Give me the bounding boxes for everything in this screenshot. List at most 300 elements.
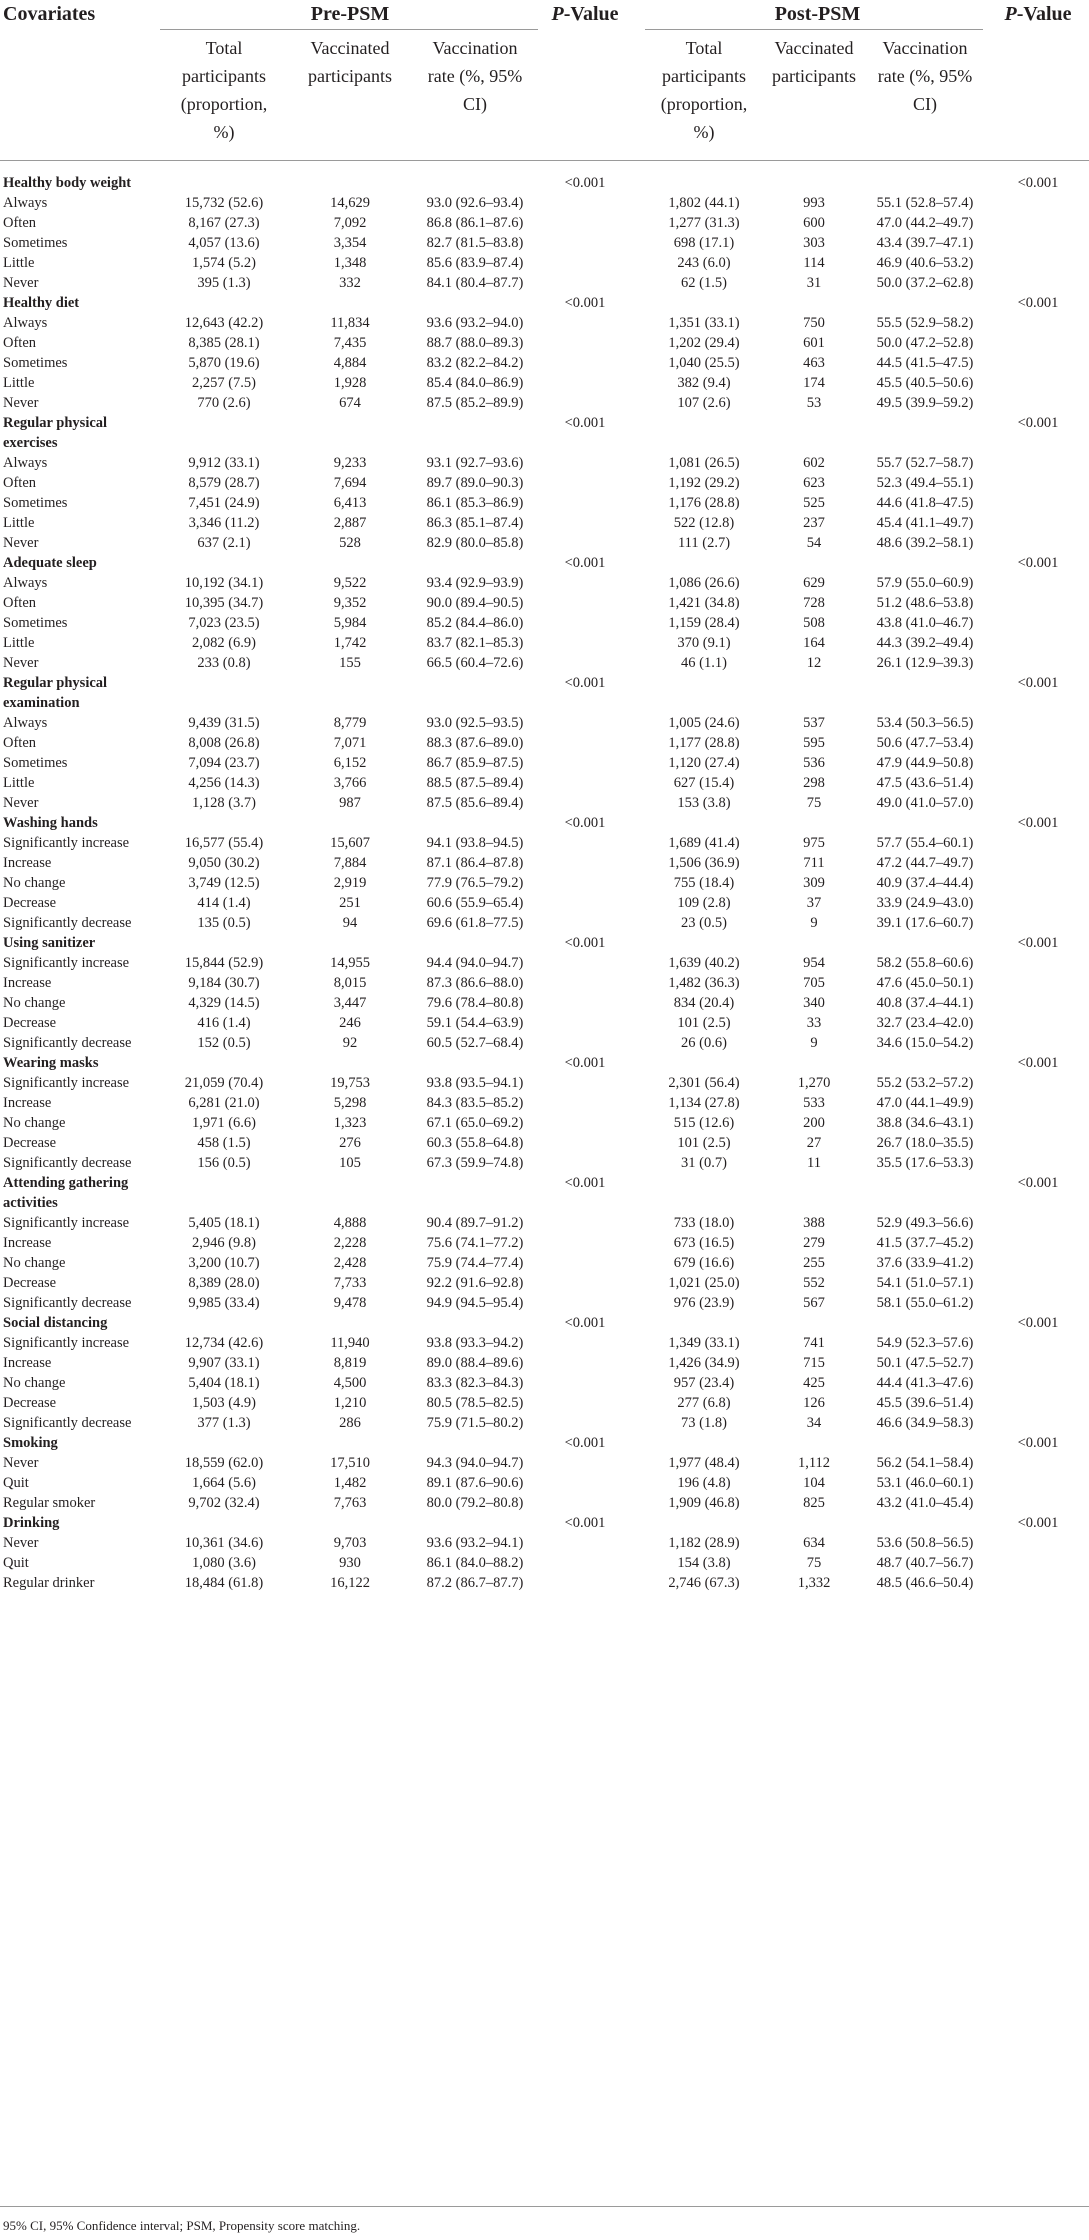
post-vaccinated-cell: 629 [803, 575, 825, 591]
post-rate-cell: 47.5 (43.6–51.4) [876, 775, 974, 791]
pre-vaccinated-cell: 4,884 [333, 355, 367, 371]
pre-vaccinated-cell: 6,152 [333, 755, 367, 771]
row-label: Increase [3, 855, 52, 871]
post-total-cell: 1,040 (25.5) [668, 355, 740, 371]
post-rate-cell: 35.5 (17.6–53.3) [876, 1155, 974, 1171]
post-rate-cell: 45.4 (41.1–49.7) [876, 515, 974, 531]
pre-total-cell: 152 (0.5) [197, 1035, 251, 1051]
pre-total-cell: 3,346 (11.2) [188, 515, 260, 531]
pre-total-cell: 2,257 (7.5) [191, 375, 257, 391]
post-vaccinated-cell: 174 [803, 375, 825, 391]
post-vaccinated-cell: 126 [803, 1395, 825, 1411]
pre-group-rule [160, 29, 538, 30]
post-total-cell: 1,421 (34.8) [668, 595, 740, 611]
post-total-cell: 1,177 (28.8) [668, 735, 740, 751]
post-rate-cell: 51.2 (48.6–53.8) [876, 595, 974, 611]
post-total-cell: 154 (3.8) [677, 1555, 731, 1571]
section-title: Social distancing [3, 1315, 108, 1331]
header-bottom-rule [0, 160, 1089, 161]
post-total-cell: 153 (3.8) [677, 795, 731, 811]
post-total-cell: 277 (6.8) [677, 1395, 731, 1411]
section-title: Drinking [3, 1515, 60, 1531]
post-total-cell: 31 (0.7) [681, 1155, 727, 1171]
post-total-cell: 1,689 (41.4) [668, 835, 740, 851]
pre-p-value: <0.001 [564, 1515, 606, 1531]
row-label: Never [3, 1455, 39, 1471]
post-vaccinated-cell: 309 [803, 875, 825, 891]
pre-rate-cell: 86.8 (86.1–87.6) [426, 215, 524, 231]
post-total-cell: 673 (16.5) [673, 1235, 735, 1251]
pre-rate-cell: 69.6 (61.8–77.5) [426, 915, 524, 931]
pre-vaccinated-cell: 930 [339, 1555, 361, 1571]
post-vaccinated-cell: 705 [803, 975, 825, 991]
pre-vaccinated-cell: 276 [339, 1135, 361, 1151]
post-vaccinated-cell: 34 [806, 1415, 822, 1431]
pre-p-value: <0.001 [564, 175, 606, 191]
pre-total-cell: 7,094 (23.7) [188, 755, 260, 771]
post-vaccinated-cell: 595 [803, 735, 825, 751]
pre-total-cell: 12,734 (42.6) [184, 1335, 264, 1351]
post-rate-cell: 34.6 (15.0–54.2) [876, 1035, 974, 1051]
pre-total-cell: 9,702 (32.4) [188, 1495, 260, 1511]
post-rate-cell: 43.4 (39.7–47.1) [876, 235, 974, 251]
post-total-cell: 522 (12.8) [673, 515, 735, 531]
post-vaccinated-cell: 75 [806, 795, 822, 811]
pre-rate-cell: 60.5 (52.7–68.4) [426, 1035, 524, 1051]
post-vaccinated-cell: 255 [803, 1255, 825, 1271]
pre-total-cell: 1,664 (5.6) [191, 1475, 257, 1491]
post-rate-cell: 48.7 (40.7–56.7) [876, 1555, 974, 1571]
row-label: Quit [3, 1555, 29, 1571]
post-rate-cell: 49.5 (39.9–59.2) [876, 395, 974, 411]
pre-vaccinated-cell: 528 [339, 535, 361, 551]
pre-total-cell: 233 (0.8) [197, 655, 251, 671]
post-vaccinated-cell: 298 [803, 775, 825, 791]
post-rate-cell: 53.1 (46.0–60.1) [876, 1475, 974, 1491]
post-rate-cell: 49.0 (41.0–57.0) [876, 795, 974, 811]
pre-vaccinated-cell: 9,352 [333, 595, 367, 611]
post-rate-cell: 43.2 (41.0–45.4) [876, 1495, 974, 1511]
post-total-cell: 109 (2.8) [677, 895, 731, 911]
post-rate-cell: 45.5 (40.5–50.6) [876, 375, 974, 391]
post-rate-cell: 55.5 (52.9–58.2) [876, 315, 974, 331]
post-vaccinated-cell: 508 [803, 615, 825, 631]
pre-total-cell: 414 (1.4) [197, 895, 251, 911]
post-p-value: <0.001 [1017, 935, 1059, 951]
pre-total-cell: 8,579 (28.7) [188, 475, 260, 491]
pre-rate-cell: 75.6 (74.1–77.2) [426, 1235, 524, 1251]
pre-total-cell: 1,971 (6.6) [191, 1115, 257, 1131]
section-title: Adequate sleep [3, 555, 97, 571]
pre-rate-cell: 93.6 (93.2–94.0) [426, 315, 524, 331]
row-label: Significantly decrease [3, 1035, 132, 1051]
row-label: Little [3, 515, 35, 531]
section-title: exercises [3, 435, 58, 451]
pre-rate-cell: 87.5 (85.2–89.9) [426, 395, 524, 411]
pre-vaccinated-cell: 14,629 [330, 195, 370, 211]
row-label: Significantly increase [3, 1335, 130, 1351]
row-label: Never [3, 395, 39, 411]
row-label: Often [3, 735, 37, 751]
pre-total-cell: 18,484 (61.8) [184, 1575, 264, 1591]
post-vaccinated-cell: 750 [803, 315, 825, 331]
post-vaccinated-cell: 104 [803, 1475, 825, 1491]
post-p-value: <0.001 [1017, 415, 1059, 431]
post-vaccinated-cell: 567 [803, 1295, 825, 1311]
pre-vaccinated-cell: 7,884 [333, 855, 367, 871]
post-vaccinated-cell: 12 [806, 655, 822, 671]
post-vaccinated-cell: 600 [803, 215, 825, 231]
pre-rate-cell: 86.1 (85.3–86.9) [426, 495, 524, 511]
post-total-cell: 62 (1.5) [681, 275, 727, 291]
post-vaccinated-cell: 114 [803, 255, 825, 271]
pre-rate-cell: 93.4 (92.9–93.9) [426, 575, 524, 591]
pre-vaccinated-cell: 286 [339, 1415, 361, 1431]
post-rate-cell: 44.5 (41.5–47.5) [876, 355, 974, 371]
row-label: Never [3, 535, 39, 551]
post-vaccinated-cell: 37 [806, 895, 822, 911]
post-vaccinated-cell: 237 [803, 515, 825, 531]
post-total-cell: 1,506 (36.9) [668, 855, 740, 871]
pre-total-cell: 21,059 (70.4) [184, 1075, 264, 1091]
pre-p-value: <0.001 [564, 675, 606, 691]
section-title: Wearing masks [3, 1055, 99, 1071]
row-label: Often [3, 335, 37, 351]
pre-rate-cell: 86.1 (84.0–88.2) [426, 1555, 524, 1571]
section-title: Using sanitizer [3, 935, 96, 951]
post-vaccinated-cell: 741 [803, 1335, 825, 1351]
row-label: Never [3, 795, 39, 811]
pre-vaccinated-cell: 11,940 [330, 1335, 370, 1351]
pre-total-cell: 8,167 (27.3) [188, 215, 260, 231]
pre-vaccinated-cell: 2,887 [333, 515, 367, 531]
post-total-cell: 2,301 (56.4) [668, 1075, 740, 1091]
post-rate-cell: 55.1 (52.8–57.4) [876, 195, 974, 211]
pre-rate-cell: 85.2 (84.4–86.0) [426, 615, 524, 631]
row-label: Always [3, 195, 48, 211]
post-rate-cell: 46.6 (34.9–58.3) [876, 1415, 974, 1431]
post-vaccinated-cell: 715 [803, 1355, 825, 1371]
footnote: 95% CI, 95% Confidence interval; PSM, Propensity score matching. [3, 2218, 361, 2233]
post-p-value: <0.001 [1017, 1315, 1059, 1331]
pre-p-value: <0.001 [564, 555, 606, 571]
pre-total-cell: 8,385 (28.1) [188, 335, 260, 351]
row-label: Significantly decrease [3, 1155, 132, 1171]
pre-rate-cell: 84.3 (83.5–85.2) [426, 1095, 524, 1111]
section-title: Washing hands [3, 815, 98, 831]
post-total-cell: 196 (4.8) [677, 1475, 731, 1491]
post-vaccinated-cell: 33 [806, 1015, 822, 1031]
pre-vaccinated-cell: 2,428 [333, 1255, 367, 1271]
row-label: Little [3, 775, 35, 791]
post-vaccinated-cell: 388 [803, 1215, 825, 1231]
post-vaccinated-cell: 1,332 [797, 1575, 831, 1591]
pre-vaccinated-cell: 6,413 [333, 495, 367, 511]
post-rate-cell: 50.0 (47.2–52.8) [876, 335, 974, 351]
section-title: Smoking [3, 1435, 58, 1451]
pre-total-cell: 2,082 (6.9) [191, 635, 257, 651]
row-label: Increase [3, 975, 52, 991]
post-vaccinated-cell: 552 [803, 1275, 825, 1291]
post-rate-cell: 50.6 (47.7–53.4) [876, 735, 974, 751]
pre-rate-cell: 94.1 (93.8–94.5) [426, 835, 524, 851]
row-label: No change [3, 1115, 66, 1131]
row-label: Little [3, 635, 35, 651]
pre-total-cell: 156 (0.5) [197, 1155, 251, 1171]
post-total-cell: 1,159 (28.4) [668, 615, 740, 631]
post-rate-cell: 56.2 (54.1–58.4) [876, 1455, 974, 1471]
pre-rate-cell: 86.3 (85.1–87.4) [426, 515, 524, 531]
post-rate-cell: 47.6 (45.0–50.1) [876, 975, 974, 991]
pre-vaccinated-cell: 8,819 [333, 1355, 367, 1371]
pre-vaccinated-cell: 8,015 [333, 975, 367, 991]
pre-total-cell: 1,128 (3.7) [191, 795, 257, 811]
pre-total-cell: 8,389 (28.0) [188, 1275, 260, 1291]
row-label: Significantly increase [3, 955, 130, 971]
post-p-value: <0.001 [1017, 175, 1059, 191]
post-rate-cell: 55.2 (53.2–57.2) [876, 1075, 974, 1091]
post-total-cell: 107 (2.6) [677, 395, 731, 411]
pre-vaccinated-cell: 15,607 [330, 835, 370, 851]
post-total-cell: 46 (1.1) [681, 655, 727, 671]
pre-rate-cell: 90.0 (89.4–90.5) [426, 595, 524, 611]
pre-vaccinated-header: Vaccinated participants [308, 38, 392, 86]
pre-rate-cell: 88.3 (87.6–89.0) [426, 735, 524, 751]
post-vaccinated-cell: 53 [806, 395, 822, 411]
post-total-cell: 1,134 (27.8) [668, 1095, 740, 1111]
row-label: Never [3, 275, 39, 291]
post-vaccinated-cell: 9 [810, 915, 818, 931]
pre-vaccinated-cell: 7,435 [333, 335, 367, 351]
pre-vaccinated-cell: 16,122 [330, 1575, 370, 1591]
pre-rate-cell: 67.3 (59.9–74.8) [426, 1155, 524, 1171]
row-label: Often [3, 215, 37, 231]
pre-total-cell: 416 (1.4) [197, 1015, 251, 1031]
post-total-cell: 627 (15.4) [673, 775, 735, 791]
pre-vaccinated-cell: 7,092 [333, 215, 367, 231]
post-vaccinated-cell: 711 [803, 855, 825, 871]
section-title: Healthy body weight [3, 175, 132, 191]
post-rate-cell: 58.1 (55.0–61.2) [876, 1295, 974, 1311]
post-total-cell: 101 (2.5) [677, 1135, 731, 1151]
post-vaccinated-cell: 1,112 [797, 1455, 831, 1471]
post-rate-cell: 26.7 (18.0–35.5) [876, 1135, 974, 1151]
post-vaccinated-cell: 31 [806, 275, 822, 291]
pre-total-cell: 4,256 (14.3) [188, 775, 260, 791]
post-total-cell: 243 (6.0) [677, 255, 731, 271]
pre-rate-cell: 77.9 (76.5–79.2) [426, 875, 524, 891]
row-label: Decrease [3, 1015, 57, 1031]
pre-rate-cell: 89.1 (87.6–90.6) [426, 1475, 524, 1491]
row-label: Always [3, 455, 48, 471]
pre-p-value: <0.001 [564, 415, 606, 431]
pre-rate-cell: 84.1 (80.4–87.7) [426, 275, 524, 291]
pre-vaccinated-cell: 9,703 [333, 1535, 367, 1551]
row-label: Decrease [3, 895, 57, 911]
pre-rate-cell: 67.1 (65.0–69.2) [426, 1115, 524, 1131]
post-rate-cell: 44.6 (41.8–47.5) [876, 495, 974, 511]
post-total-cell: 1,120 (27.4) [668, 755, 740, 771]
pre-total-cell: 18,559 (62.0) [184, 1455, 264, 1471]
pre-total-cell: 7,023 (23.5) [188, 615, 260, 631]
post-total-header: Total participants (proportion, %) [660, 38, 748, 142]
post-vaccinated-cell: 279 [803, 1235, 825, 1251]
pre-vaccinated-cell: 9,478 [333, 1295, 367, 1311]
pre-total-cell: 9,985 (33.4) [188, 1295, 260, 1311]
pre-rate-cell: 87.2 (86.7–87.7) [426, 1575, 524, 1591]
pre-rate-cell: 93.8 (93.3–94.2) [426, 1335, 524, 1351]
pre-rate-cell: 87.3 (86.6–88.0) [426, 975, 524, 991]
post-total-cell: 1,005 (24.6) [668, 715, 740, 731]
covariates-header: Covariates [3, 3, 96, 25]
pre-rate-cell: 94.3 (94.0–94.7) [426, 1455, 524, 1471]
pre-vaccinated-cell: 4,500 [333, 1375, 367, 1391]
pre-vaccinated-cell: 19,753 [330, 1075, 370, 1091]
post-rate-cell: 48.6 (39.2–58.1) [876, 535, 974, 551]
post-total-cell: 1,639 (40.2) [668, 955, 740, 971]
post-p-value: <0.001 [1017, 1515, 1059, 1531]
pre-rate-cell: 88.5 (87.5–89.4) [426, 775, 524, 791]
post-rate-cell: 54.9 (52.3–57.6) [876, 1335, 974, 1351]
pre-vaccinated-cell: 1,348 [333, 255, 367, 271]
post-psm-header: Post-PSM [774, 3, 861, 25]
row-label: Never [3, 1535, 39, 1551]
pre-rate-cell: 93.8 (93.5–94.1) [426, 1075, 524, 1091]
row-label: Sometimes [3, 495, 68, 511]
pre-vaccinated-cell: 105 [339, 1155, 361, 1171]
pre-vaccinated-cell: 246 [339, 1015, 361, 1031]
pre-rate-cell: 80.5 (78.5–82.5) [426, 1395, 524, 1411]
post-total-cell: 2,746 (67.3) [668, 1575, 740, 1591]
post-rate-cell: 57.9 (55.0–60.9) [876, 575, 974, 591]
pre-vaccinated-cell: 3,447 [333, 995, 367, 1011]
post-rate-cell: 32.7 (23.4–42.0) [876, 1015, 974, 1031]
pre-vaccinated-cell: 2,919 [333, 875, 367, 891]
pre-total-cell: 5,404 (18.1) [188, 1375, 260, 1391]
pre-total-cell: 6,281 (21.0) [188, 1095, 260, 1111]
row-label: No change [3, 1255, 66, 1271]
post-rate-cell: 52.3 (49.4–55.1) [876, 475, 974, 491]
post-rate-cell: 40.9 (37.4–44.4) [876, 875, 974, 891]
row-label: Often [3, 595, 37, 611]
row-label: Sometimes [3, 755, 68, 771]
row-label: Significantly decrease [3, 915, 132, 931]
pre-total-cell: 395 (1.3) [197, 275, 251, 291]
post-total-cell: 101 (2.5) [677, 1015, 731, 1031]
pre-rate-cell: 80.0 (79.2–80.8) [426, 1495, 524, 1511]
pre-total-cell: 10,192 (34.1) [184, 575, 264, 591]
post-total-cell: 1,351 (33.1) [668, 315, 740, 331]
pre-rate-cell: 60.3 (55.8–64.8) [426, 1135, 524, 1151]
pre-total-cell: 12,643 (42.2) [184, 315, 264, 331]
pre-rate-cell: 93.6 (93.2–94.1) [426, 1535, 524, 1551]
post-rate-cell: 57.7 (55.4–60.1) [876, 835, 974, 851]
pre-vaccinated-cell: 3,354 [333, 235, 367, 251]
pre-p-value-header: P-Value [551, 3, 619, 25]
pre-p-value: <0.001 [564, 815, 606, 831]
post-rate-cell: 58.2 (55.8–60.6) [876, 955, 974, 971]
post-vaccinated-cell: 601 [803, 335, 825, 351]
post-vaccinated-cell: 54 [806, 535, 822, 551]
row-label: No change [3, 1375, 66, 1391]
row-label: No change [3, 995, 66, 1011]
post-vaccinated-cell: 303 [803, 235, 825, 251]
pre-total-cell: 1,503 (4.9) [191, 1395, 257, 1411]
post-vaccinated-cell: 536 [803, 755, 825, 771]
row-label: Always [3, 575, 48, 591]
post-rate-cell: 41.5 (37.7–45.2) [876, 1235, 974, 1251]
row-label: Regular smoker [3, 1495, 96, 1511]
post-p-value: <0.001 [1017, 1435, 1059, 1451]
post-rate-cell: 38.8 (34.6–43.1) [876, 1115, 974, 1131]
post-total-cell: 1,192 (29.2) [668, 475, 740, 491]
pre-rate-cell: 59.1 (54.4–63.9) [426, 1015, 524, 1031]
pre-vaccinated-cell: 11,834 [330, 315, 370, 331]
row-label: No change [3, 875, 66, 891]
post-p-value: <0.001 [1017, 675, 1059, 691]
pre-vaccinated-cell: 1,210 [333, 1395, 367, 1411]
pre-vaccinated-cell: 4,888 [333, 1215, 367, 1231]
pre-vaccinated-cell: 17,510 [330, 1455, 370, 1471]
post-vaccinated-cell: 537 [803, 715, 825, 731]
post-vaccinated-cell: 340 [803, 995, 825, 1011]
pre-vaccinated-cell: 7,763 [333, 1495, 367, 1511]
post-total-cell: 1,081 (26.5) [668, 455, 740, 471]
section-title: Regular physical [3, 415, 108, 431]
post-rate-cell: 50.1 (47.5–52.7) [876, 1355, 974, 1371]
pre-rate-cell: 79.6 (78.4–80.8) [426, 995, 524, 1011]
post-rate-cell: 40.8 (37.4–44.1) [876, 995, 974, 1011]
post-p-value: <0.001 [1017, 1055, 1059, 1071]
pre-vaccinated-cell: 94 [342, 915, 358, 931]
post-total-cell: 733 (18.0) [673, 1215, 735, 1231]
post-rate-cell: 47.0 (44.2–49.7) [876, 215, 974, 231]
post-vaccinated-cell: 602 [803, 455, 825, 471]
section-title: Healthy diet [3, 295, 80, 311]
pre-total-cell: 15,732 (52.6) [184, 195, 264, 211]
row-label: Significantly increase [3, 1075, 130, 1091]
pre-rate-cell: 88.7 (88.0–89.3) [426, 335, 524, 351]
pre-vaccinated-cell: 7,694 [333, 475, 367, 491]
post-vaccinated-cell: 425 [803, 1375, 825, 1391]
post-vaccinated-cell: 825 [803, 1495, 825, 1511]
pre-p-value: <0.001 [564, 935, 606, 951]
post-vaccinated-cell: 11 [807, 1155, 821, 1171]
pre-rate-cell: 83.3 (82.3–84.3) [426, 1375, 524, 1391]
pre-total-cell: 770 (2.6) [197, 395, 251, 411]
pre-rate-cell: 89.0 (88.4–89.6) [426, 1355, 524, 1371]
pre-rate-cell: 93.0 (92.5–93.5) [426, 715, 524, 731]
post-total-cell: 1,086 (26.6) [668, 575, 740, 591]
pre-total-cell: 9,912 (33.1) [188, 455, 260, 471]
pre-rate-header: Vaccination rate (%, 95% CI) [427, 38, 523, 114]
post-rate-cell: 44.3 (39.2–49.4) [876, 635, 974, 651]
pre-p-value: <0.001 [564, 1435, 606, 1451]
post-total-cell: 1,482 (36.3) [668, 975, 740, 991]
pre-p-value: <0.001 [564, 1315, 606, 1331]
row-label: Significantly decrease [3, 1295, 132, 1311]
post-p-value: <0.001 [1017, 295, 1059, 311]
pre-rate-cell: 94.4 (94.0–94.7) [426, 955, 524, 971]
pre-vaccinated-cell: 987 [339, 795, 361, 811]
post-vaccinated-cell: 9 [810, 1035, 818, 1051]
post-total-cell: 1,802 (44.1) [668, 195, 740, 211]
pre-p-value: <0.001 [564, 1175, 606, 1191]
pre-total-cell: 458 (1.5) [197, 1135, 251, 1151]
pre-rate-cell: 85.6 (83.9–87.4) [426, 255, 524, 271]
row-label: Always [3, 715, 48, 731]
post-vaccinated-cell: 525 [803, 495, 825, 511]
